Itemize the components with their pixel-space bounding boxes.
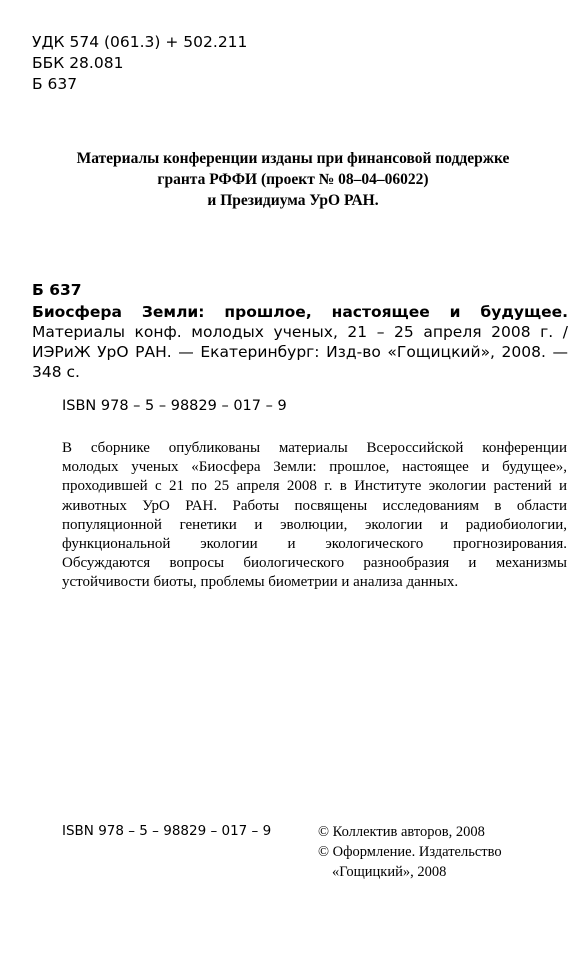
abstract-line: животных УрО РАН. Работы посвящены исследованиям в области: [62, 497, 567, 514]
isbn-top: ISBN 978 – 5 – 98829 – 017 – 9: [62, 398, 287, 414]
author-mark: Б 637: [32, 75, 78, 93]
catalog-details: Материалы конф. молодых ученых, 21 – 25 апреля 2008 г. / ИЭРиЖ УрО РАН. — Екатеринбург: Изд-во «Гощицкий», 2008. — 348 с.: [32, 323, 568, 381]
copyright-block: [318, 822, 502, 882]
abstract-line: молодых ученых «Биосфера Земли: прошлое, настоящее и будущее»,: [62, 459, 567, 476]
abstract-line: устойчивости биоты, проблемы биометрии и анализа данных.: [62, 574, 459, 591]
isbn-bottom: ISBN 978 – 5 – 98829 – 017 – 9: [62, 823, 272, 839]
funding-line-2: гранта РФФИ (проект № 08–04–06022): [157, 171, 429, 188]
abstract-line: популяционной генетики и эволюции, экологии и радиобиологии,: [62, 516, 567, 533]
abstract-line: В сборнике опубликованы материалы Всероссийской конференции: [62, 440, 567, 456]
classification-codes: [32, 32, 247, 95]
funding-note: [0, 148, 586, 211]
copyright-publisher: «Гощицкий», 2008: [332, 864, 447, 880]
abstract-line: Обсуждаются вопросы биологического разнообразия и механизмы: [62, 555, 567, 572]
abstract-line: проходившей с 21 по 25 апреля 2008 г. в Институте экологии растений и: [62, 478, 567, 495]
catalog-entry: [32, 280, 568, 382]
funding-line-1: Материалы конференции изданы при финансовой поддержке: [76, 150, 510, 167]
abstract-line: функциональной экологии и экологического прогнозирования.: [62, 536, 567, 553]
copyright-design: © Оформление. Издательство: [318, 844, 502, 860]
book-title: Биосфера Земли: прошлое, настоящее и будущее.: [32, 303, 568, 321]
copyright-authors: © Коллектив авторов, 2008: [318, 824, 485, 840]
udk-code: УДК 574 (061.3) + 502.211: [32, 33, 248, 51]
bbk-code: ББК 28.081: [32, 54, 124, 72]
catalog-code: Б 637: [32, 281, 82, 299]
funding-line-3: и Президиума УрО РАН.: [207, 192, 379, 209]
catalog-description: [32, 302, 568, 382]
abstract-paragraph: [62, 439, 567, 593]
